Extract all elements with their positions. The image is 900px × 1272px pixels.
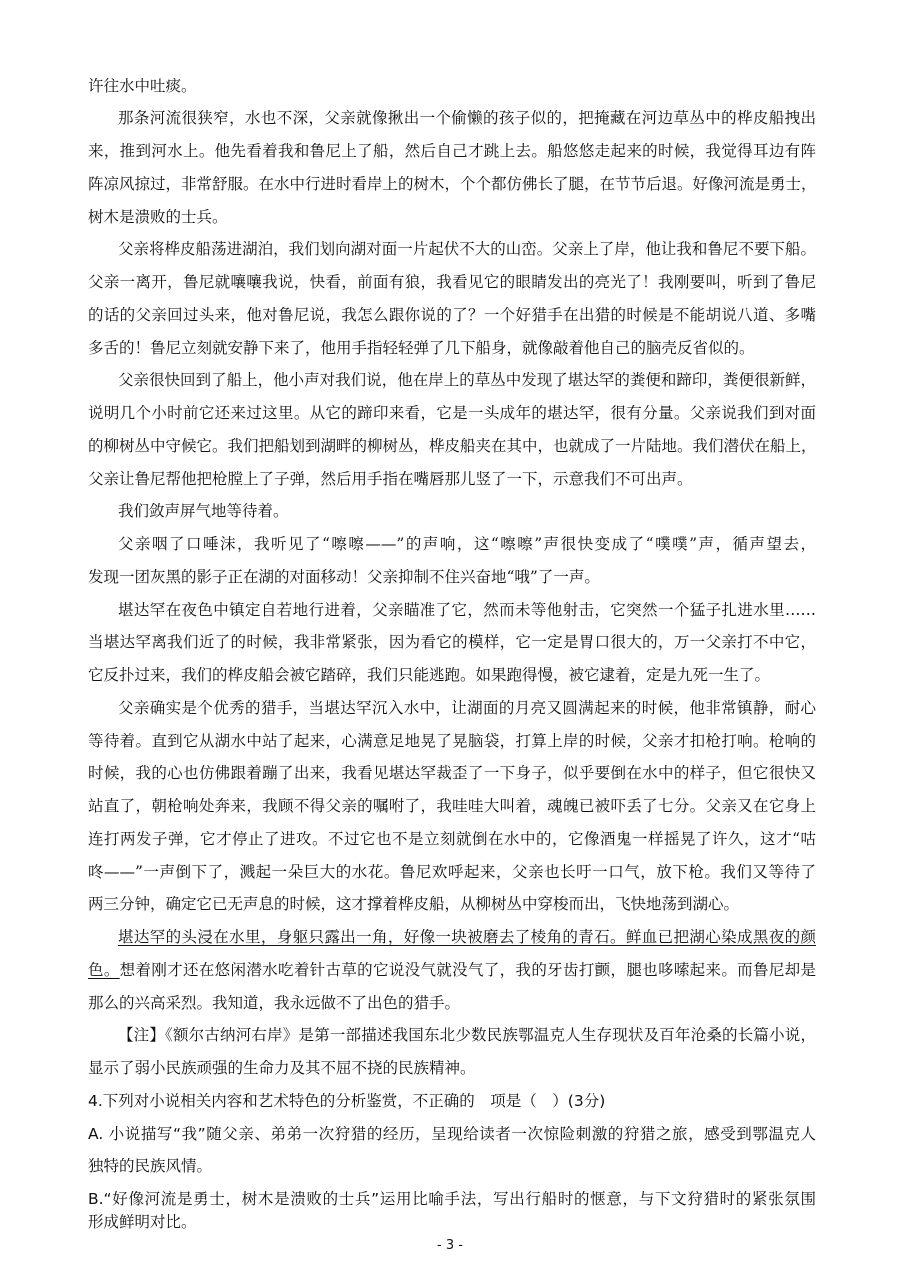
paragraph-line: 父亲将桦皮船荡进湖泊，我们划向湖对面一片起伏不大的山峦。父亲上了岸，他让我和鲁尼不要下船。 [118, 240, 816, 258]
underlined-text: 色。 [88, 961, 120, 979]
paragraph-line: 堪达罕的头浸在水里，身躯只露出一角，好像一块被磨去了棱角的青石。鲜血已把湖心染成黑夜的颜 [118, 928, 816, 946]
paragraph-line: 我们敛声屏气地等待着。 [118, 502, 289, 520]
paragraph-line: 两三分钟，确定它已无声息的时候，这才撑着桦皮船，从柳树丛中穿梭而出，飞快地荡到湖心。 [88, 895, 740, 913]
paragraph-line: 咚——”一声倒下了，溅起一朵巨大的水花。鲁尼欢呼起来，父亲也长吁一口气，放下枪。我们又等待了 [88, 863, 816, 881]
paragraph-line: 那条河流很狭窄，水也不深，父亲就像揪出一个偷懒的孩子似的，把掩藏在河边草丛中的桦皮船拽出 [118, 109, 816, 127]
question-line: 独特的民族风情。 [88, 1157, 213, 1175]
question-line: A. 小说描写“我”随父亲、弟弟一次狩猎的经历，呈现给读者一次惊险刺激的狩猎之旅，感受到鄂温克人 [88, 1125, 816, 1143]
question-line: B.“好像河流是勇士，树木是溃败的士兵”运用比喻手法，写出行船时的惬意，与下文狩猎时的紧张氛围 [88, 1190, 816, 1208]
paragraph-line: 父亲让鲁尼帮他把枪膛上了子弹，然后用手指在嘴唇那儿竖了一下，示意我们不可出声。 [88, 470, 693, 488]
paragraph-line: 阵凉风掠过，非常舒服。在水中行进时看岸上的树木，个个都仿佛长了腿，在节节后退。好像河流是勇士， [88, 175, 817, 193]
paragraph-line: 许往水中吐痰。 [88, 77, 197, 95]
paragraph-line: 等待着。直到它从湖水中站了起来，心满意足地晃了晃脑袋，打算上岸的时候，父亲才扣枪打响。枪响的 [88, 732, 816, 750]
paragraph-line: 父亲很快回到了船上，他小声对我们说，他在岸上的草丛中发现了堪达罕的粪便和蹄印，粪便很新鲜， [118, 371, 816, 389]
paragraph-line: 站直了，朝枪响处奔来，我顾不得父亲的嘱咐了，我哇哇大叫着，魂魄已被吓丢了七分。父亲又在它身上 [88, 797, 816, 815]
paragraph-line: 发现一团灰黑的影子正在湖的对面移动！父亲抑制不住兴奋地“哦”了一声。 [88, 568, 600, 586]
paragraph-line: 那么的兴高采烈。我知道，我永远做不了出色的猎手。 [88, 994, 461, 1012]
paragraph-line: 父亲咽了口唾沫，我听见了“嚓嚓——”的声响，这“嚓嚓”声很快变成了“噗噗”声，循声望去， [118, 535, 816, 553]
paragraph-line: 父亲一离开，鲁尼就嚷嚷我说，快看，前面有狼，我看见它的眼睛发出的亮光了！我刚要叫，听到了鲁尼 [88, 273, 816, 291]
paragraph-line: 连打两发子弹，它才停止了进攻。不过它也不是立刻就倒在水中的，它像酒鬼一样摇晃了许久，这才“咕 [88, 830, 816, 848]
paragraph-line: 树木是溃败的士兵。 [88, 208, 228, 226]
paragraph-line: 的话的父亲回过头来，他对鲁尼说，我怎么跟你说的了？一个好猎手在出猎的时候是不能胡说八道、多嘴 [88, 306, 816, 324]
page-number: - 3 - [437, 1238, 463, 1253]
paragraph-line [88, 960, 816, 980]
article-text [88, 0, 816, 1272]
question-line: 【注】《额尔古纳河右岸》是第一部描述我国东北少数民族鄂温克人生存现状及百年沧桑的长篇小说， [118, 1026, 816, 1044]
plain-text: 想着刚才还在悠闲潜水吃着针古草的它说没气就没气了，我的牙齿打颤，腿也哆嗦起来。而鲁尼却是 [119, 961, 816, 979]
question-line: 4.下列对小说相关内容和艺术特色的分析鉴赏，不正确的 项是（ ）(3分) [88, 1092, 606, 1110]
paragraph-line: 说明几个小时前它还来过这里。从它的蹄印来看，它是一头成年的堪达罕，很有分量。父亲说我们到对面 [88, 404, 816, 422]
paragraph-line: 父亲确实是个优秀的猎手，当堪达罕沉入水中，让湖面的月亮又圆满起来的时候，他非常镇静，耐心 [118, 699, 816, 717]
paragraph-line: 当堪达罕离我们近了的时候，我非常紧张，因为看它的模样，它一定是胃口很大的，万一父亲打不中它， [88, 633, 816, 651]
paragraph-line: 时候，我的心也仿佛跟着蹦了出来，我看见堪达罕裁歪了一下身子，似乎要倒在水中的样子，但它很快又 [88, 764, 816, 782]
paragraph-line: 它反扑过来，我们的桦皮船会被它踏碎，我们只能逃跑。如果跑得慢，被它逮着，定是九死一生了。 [88, 666, 771, 684]
question-line: 显示了弱小民族顽强的生命力及其不屈不挠的民族精神。 [88, 1059, 476, 1077]
paragraph-line: 堪达罕在夜色中镇定自若地行进着，父亲瞄准了它，然而未等他射击，它突然一个猛子扎进水里…… [118, 601, 816, 619]
paragraph-line: 的柳树丛中守候它。我们把船划到湖畔的柳树丛，桦皮船夹在其中，也就成了一片陆地。我们潜伏在船上， [88, 437, 817, 455]
paragraph-line: 多舌的！鲁尼立刻就安静下来了，他用手指轻轻弹了几下船身，就像敲着他自己的脑壳反省似的。 [88, 339, 755, 357]
question-line: 形成鲜明对比。 [88, 1213, 197, 1231]
paragraph-line: 来，推到河水上。他先看着我和鲁尼上了船，然后自己才跳上去。船悠悠走起来的时候，我觉得耳边有阵 [88, 142, 816, 160]
